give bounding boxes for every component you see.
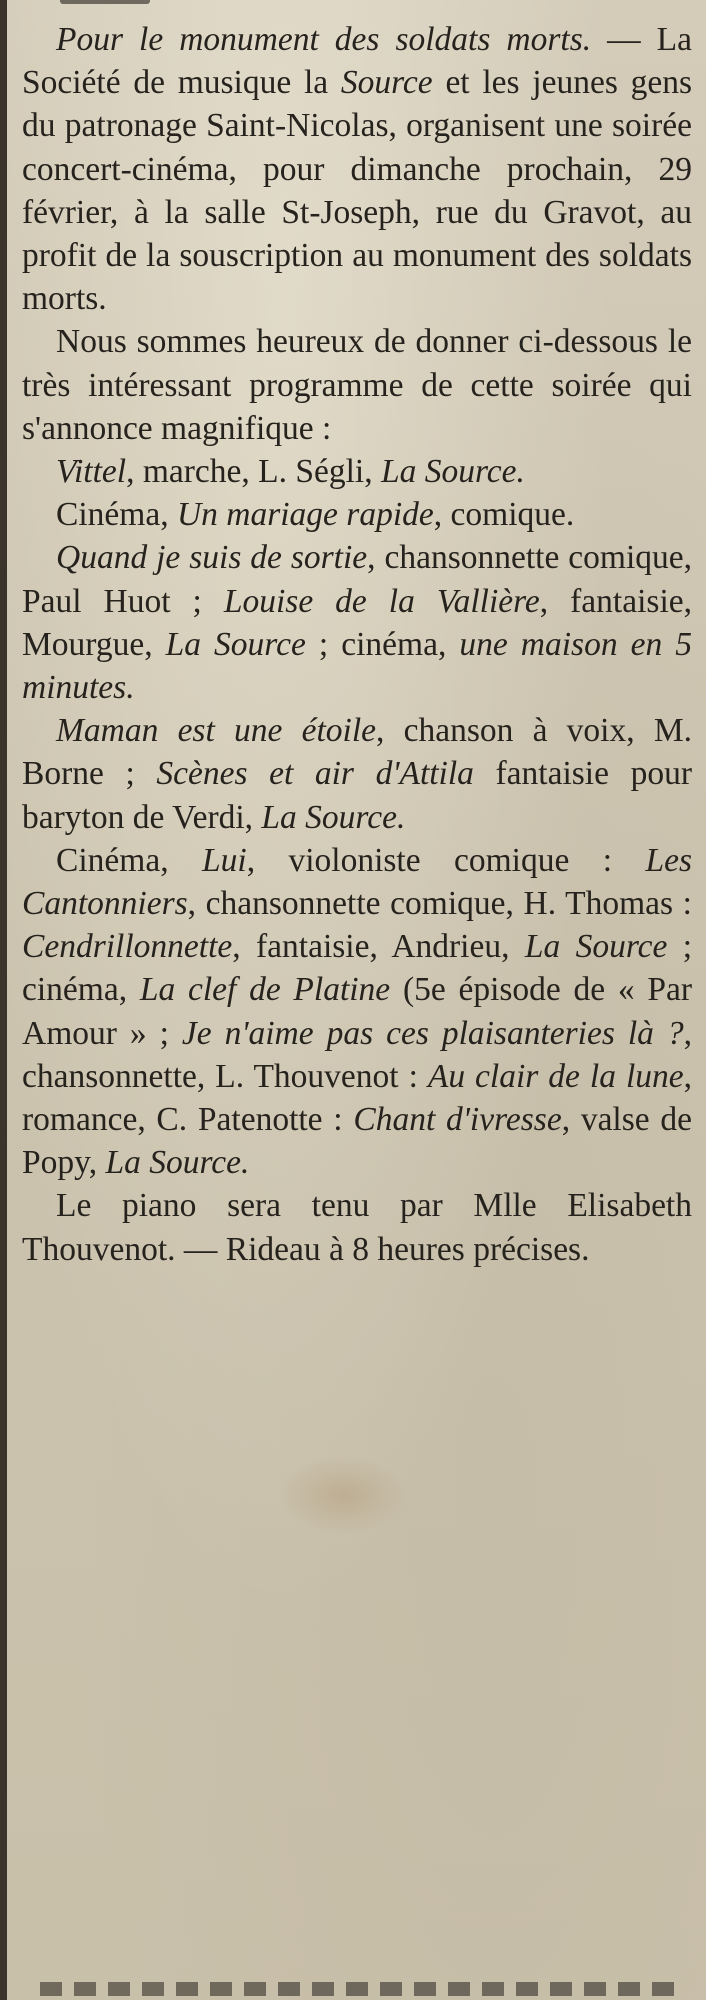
cropped-text-fragment [60, 0, 150, 4]
program-item-lui [22, 839, 692, 1185]
work-title: Cendrillonnette [22, 928, 233, 966]
text-span: Cinéma, [56, 841, 169, 879]
column-rule [0, 0, 7, 2000]
article-column [22, 18, 692, 1271]
text-span: Cinéma, [56, 496, 169, 534]
work-title: Scènes et air d'Attila [156, 755, 474, 793]
paragraph-intro: Nous sommes heureux de donner ci-dessous le très intéressant programme de cette soirée qui s'annonce magnifique : [22, 323, 692, 447]
program-item-maman [22, 709, 692, 839]
cropped-text-fragment [40, 1982, 680, 1996]
paragraph-announcement [22, 18, 692, 320]
text-span: ; cinéma, [22, 928, 693, 1009]
text-span: fantaisie pour baryton de Verdi, [22, 755, 692, 836]
article-title: Pour le monument des soldats morts. [56, 21, 592, 58]
work-title: Les Cantonniers [22, 841, 693, 923]
text-span: , chansonnette comique, H. Thomas : [187, 885, 692, 923]
text-span: , fantaisie, Andrieu, [232, 928, 510, 966]
paper-stain [278, 1455, 408, 1535]
society-name: La Source. [105, 1144, 250, 1182]
society-name: La Source. [261, 798, 406, 836]
text-span: ; cinéma, [318, 625, 447, 663]
text-span: , chansonnette comique, Paul Huot ; [22, 539, 692, 620]
text-span: (5e épisode de « Par Amour » ; [22, 971, 693, 1052]
program-item-sortie [22, 536, 692, 709]
work-title: Je n'aime pas ces plaisanteries là ? [181, 1014, 684, 1052]
work-title: Un mariage rapide [176, 496, 434, 534]
society-name: La Source. [380, 453, 525, 491]
work-title: La clef de Platine [139, 971, 391, 1009]
program-item-cinema [22, 493, 692, 536]
society-name: La Source [165, 625, 306, 663]
program-item-vittel [22, 450, 692, 493]
text-span: , valse de Popy, [22, 1101, 693, 1182]
work-title: Louise de la Vallière [223, 582, 540, 620]
work-title: Vittel [56, 453, 127, 491]
text-span: , violoniste comique : [246, 841, 613, 879]
text-span: , romance, C. Patenotte : [22, 1057, 692, 1139]
text-span: , comique. [433, 496, 575, 534]
work-title: Quand je suis de sortie [56, 539, 368, 577]
society-name: La Source [524, 928, 668, 966]
work-title: Au clair de la lune [427, 1057, 684, 1095]
paragraph-piano: Le piano sera tenu par Mlle Elisabeth Thouvenot. — Rideau à 8 heures précises. [22, 1187, 692, 1268]
text-span: , chanson à voix, M. Borne ; [22, 712, 692, 793]
work-title: Chant d'ivresse [353, 1101, 562, 1139]
text-span: , fantaisie, Mourgue, [22, 582, 692, 663]
work-title: une maison en 5 minutes. [22, 625, 693, 707]
society-name: Source [340, 64, 433, 102]
text-span: et les jeunes gens du patronage Saint-Nicolas, organisent une soirée concert-cinéma, pour dimanche prochain, 29 février, à la salle St-Joseph, rue du Gravot, au profit de la souscription au monument des soldats morts. [22, 64, 693, 318]
text-span: , marche, L. Ségli, [126, 453, 373, 491]
text-span: — La Société de musique la [22, 21, 693, 102]
work-title: Lui [201, 841, 247, 879]
work-title: Maman est une étoile [56, 712, 376, 750]
text-span: , chansonnette, L. Thouvenot : [22, 1014, 693, 1095]
